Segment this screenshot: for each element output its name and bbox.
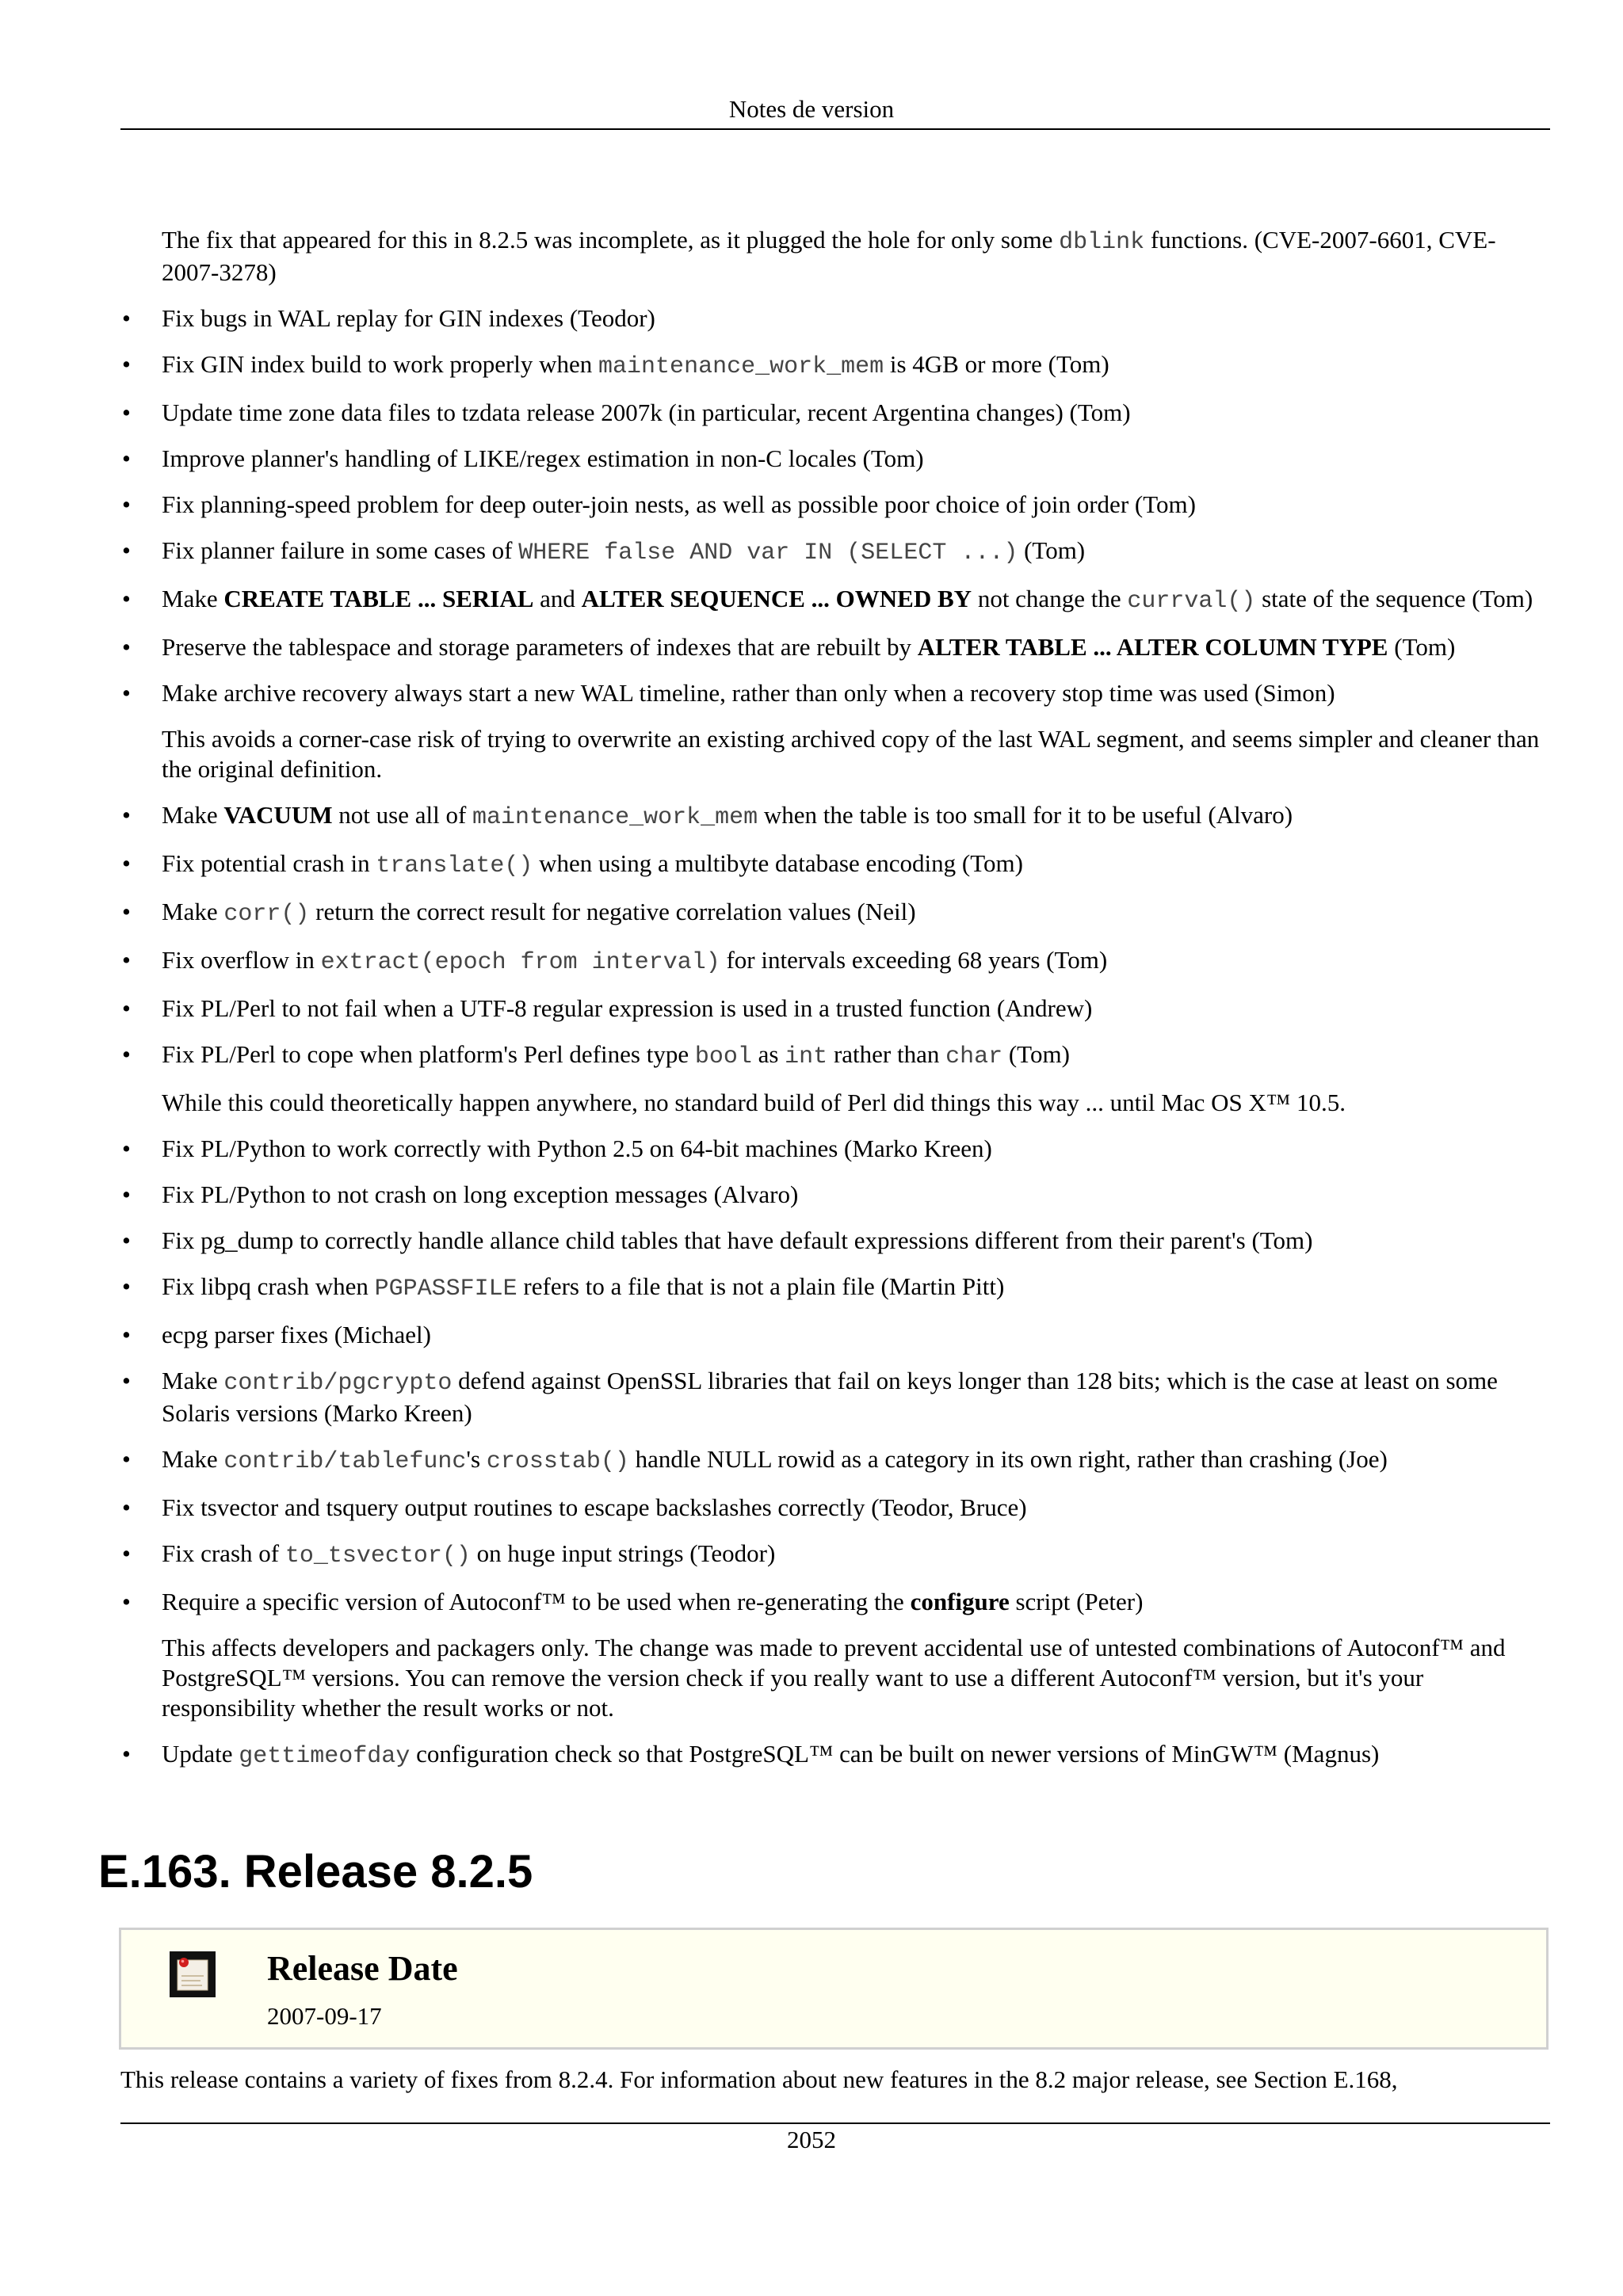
- list-item: • Make contrib/pgcrypto defend against OpenSSL libraries that fail on keys longer than 128 bits; which is the case at least on some Solaris versions (Marko Kreen): [122, 1367, 1498, 1427]
- code-text: translate(): [376, 852, 533, 879]
- continuation-paragraph: The fix that appeared for this in 8.2.5 was incomplete, as it plugged the hole for only some dblink functions. (CVE-2007-6601, CVE-2007-3278): [162, 226, 1496, 286]
- list-item: • Update time zone data files to tzdata release 2007k (in particular, recent Argentina changes) (Tom): [122, 399, 1131, 426]
- release-intro-paragraph: This release contains a variety of fixes from 8.2.4. For information about new features in the 8.2 major release, see Section E.168,: [120, 2065, 1398, 2093]
- bullet: •: [122, 1226, 131, 1254]
- list-item: • Fix PL/Python to work correctly with Python 2.5 on 64-bit machines (Marko Kreen): [122, 1135, 992, 1162]
- sub-paragraph: While this could theoretically happen anywhere, no standard build of Perl did things this way ... until Mac OS X™ 10.5.: [162, 1089, 1346, 1116]
- list-item: • Fix tsvector and tsquery output routines to escape backslashes correctly (Teodor, Bruce): [122, 1493, 1027, 1521]
- bullet: •: [122, 1367, 131, 1394]
- page-header-title: Notes de version: [728, 95, 895, 123]
- header-rule: [120, 128, 1550, 130]
- code-text: maintenance_work_mem: [598, 353, 884, 380]
- code-text: contrib/pgcrypto: [223, 1370, 453, 1397]
- code-text: gettimeofday: [239, 1743, 411, 1770]
- list-item: • Fix pg_dump to correctly handle allance child tables that have default expressions different from their parent's (Tom): [122, 1226, 1313, 1254]
- bullet: •: [122, 1272, 131, 1300]
- list-item: • Make VACUUM not use all of maintenance_work_mem when the table is too small for it to be useful (Alvaro): [122, 801, 1293, 831]
- release-notes-body: [120, 225, 1550, 1787]
- code-text: extract(epoch from interval): [320, 949, 720, 976]
- bullet: •: [122, 1588, 131, 1615]
- list-item: • ecpg parser fixes (Michael): [122, 1321, 431, 1348]
- code-text: currval(): [1127, 588, 1256, 615]
- list-item: • Preserve the tablespace and storage parameters of indexes that are rebuilt by ALTER TABLE ... ALTER COLUMN TYPE (Tom): [122, 633, 1456, 661]
- note-title: Release Date: [267, 1949, 458, 1988]
- list-item: • Make corr() return the correct result for negative correlation values (Neil): [122, 898, 916, 928]
- list-item: • Fix libpq crash when PGPASSFILE refers to a file that is not a plain file (Martin Pitt): [122, 1272, 1005, 1302]
- bullet: •: [122, 1180, 131, 1208]
- bullet: •: [122, 1493, 131, 1521]
- list-item: • Make CREATE TABLE ... SERIAL and ALTER SEQUENCE ... OWNED BY not change the currval() state of the sequence (Tom): [122, 585, 1533, 615]
- bullet: •: [122, 946, 131, 974]
- release-date-note: [119, 1928, 1549, 2050]
- sub-paragraph: This avoids a corner-case risk of trying to overwrite an existing archived copy of the last WAL segment, and seems simpler and cleaner than the original definition.: [162, 725, 1540, 783]
- list-item: • Fix potential crash in translate() when using a multibyte database encoding (Tom): [122, 849, 1023, 879]
- code-text: PGPASSFILE: [374, 1276, 517, 1302]
- code-text: maintenance_work_mem: [472, 804, 758, 831]
- bullet: •: [122, 304, 131, 332]
- bullet: •: [122, 801, 131, 829]
- code-text: to_tsvector(): [285, 1543, 471, 1569]
- code-text: bool: [694, 1043, 752, 1070]
- bullet: •: [122, 1040, 131, 1068]
- bullet: •: [122, 1740, 131, 1768]
- list-item: • Make archive recovery always start a new WAL timeline, rather than only when a recovery stop time was used (Simon): [122, 679, 1335, 707]
- code-text: contrib/tablefunc: [223, 1448, 467, 1475]
- command-text: ALTER TABLE ... ALTER COLUMN TYPE: [917, 633, 1388, 661]
- list-item: • Fix overflow in extract(epoch from interval) for intervals exceeding 68 years (Tom): [122, 946, 1108, 976]
- list-item: • Fix PL/Python to not crash on long exception messages (Alvaro): [122, 1180, 799, 1208]
- bullet: •: [122, 490, 131, 518]
- code-text: WHERE false AND var IN (SELECT ...): [518, 540, 1018, 566]
- list-item: • Fix PL/Perl to not fail when a UTF-8 regular expression is used in a trusted function (Andrew): [122, 994, 1093, 1022]
- list-item: • Fix GIN index build to work properly when maintenance_work_mem is 4GB or more (Tom): [122, 350, 1109, 380]
- bullet: •: [122, 399, 131, 426]
- bullet: •: [122, 898, 131, 925]
- bullet: •: [122, 679, 131, 707]
- note-icon: [169, 1951, 216, 1998]
- code-text: crosstab(): [486, 1448, 629, 1475]
- list-item: • Fix crash of to_tsvector() on huge input strings (Teodor): [122, 1539, 776, 1569]
- bullet: •: [122, 536, 131, 564]
- code-text: corr(): [223, 901, 310, 928]
- bullet: •: [122, 994, 131, 1022]
- bullet: •: [122, 1321, 131, 1348]
- list-item: • Fix planner failure in some cases of WHERE false AND var IN (SELECT ...) (Tom): [122, 536, 1086, 566]
- sub-paragraph: This affects developers and packagers only. The change was made to prevent accidental use of untested combinations of Autoconf™ and PostgreSQL™ versions. You can remove the version check if you really want to use a different Autoconf™ version, but it's your responsibility whether the result works or not.: [162, 1634, 1506, 1722]
- command-text: CREATE TABLE ... SERIAL: [223, 585, 534, 612]
- section-heading: E.163. Release 8.2.5: [98, 1846, 533, 1897]
- release-date: 2007-09-17: [267, 2002, 382, 2030]
- list-item: • Fix bugs in WAL replay for GIN indexes (Teodor): [122, 304, 655, 332]
- bullet: •: [122, 849, 131, 877]
- bullet: •: [122, 444, 131, 472]
- list-item: • Make contrib/tablefunc's crosstab() handle NULL rowid as a category in its own right, rather than crashing (Joe): [122, 1445, 1388, 1475]
- command-text: configure: [910, 1588, 1010, 1615]
- bullet: •: [122, 1539, 131, 1567]
- bullet: •: [122, 1135, 131, 1162]
- command-text: VACUUM: [223, 801, 333, 829]
- code-dblink: dblink: [1059, 229, 1145, 256]
- list-item: • Improve planner's handling of LIKE/regex estimation in non-C locales (Tom): [122, 444, 924, 472]
- list-item: • Update gettimeofday configuration check so that PostgreSQL™ can be built on newer versions of MinGW™ (Magnus): [122, 1740, 1380, 1770]
- code-text: int: [785, 1043, 828, 1070]
- code-text: char: [945, 1043, 1003, 1070]
- bullet: •: [122, 350, 131, 378]
- bullet: •: [122, 585, 131, 612]
- page-number: 2052: [787, 2126, 836, 2153]
- list-item: • Fix PL/Perl to cope when platform's Perl defines type bool as int rather than char (Tom): [122, 1040, 1070, 1070]
- command-text: ALTER SEQUENCE ... OWNED BY: [581, 585, 972, 612]
- bullet: •: [122, 1445, 131, 1473]
- list-item: • Require a specific version of Autoconf™ to be used when re-generating the configure script (Peter): [122, 1588, 1144, 1615]
- list-item: • Fix planning-speed problem for deep outer-join nests, as well as possible poor choice of join order (Tom): [122, 490, 1196, 518]
- bullet: •: [122, 633, 131, 661]
